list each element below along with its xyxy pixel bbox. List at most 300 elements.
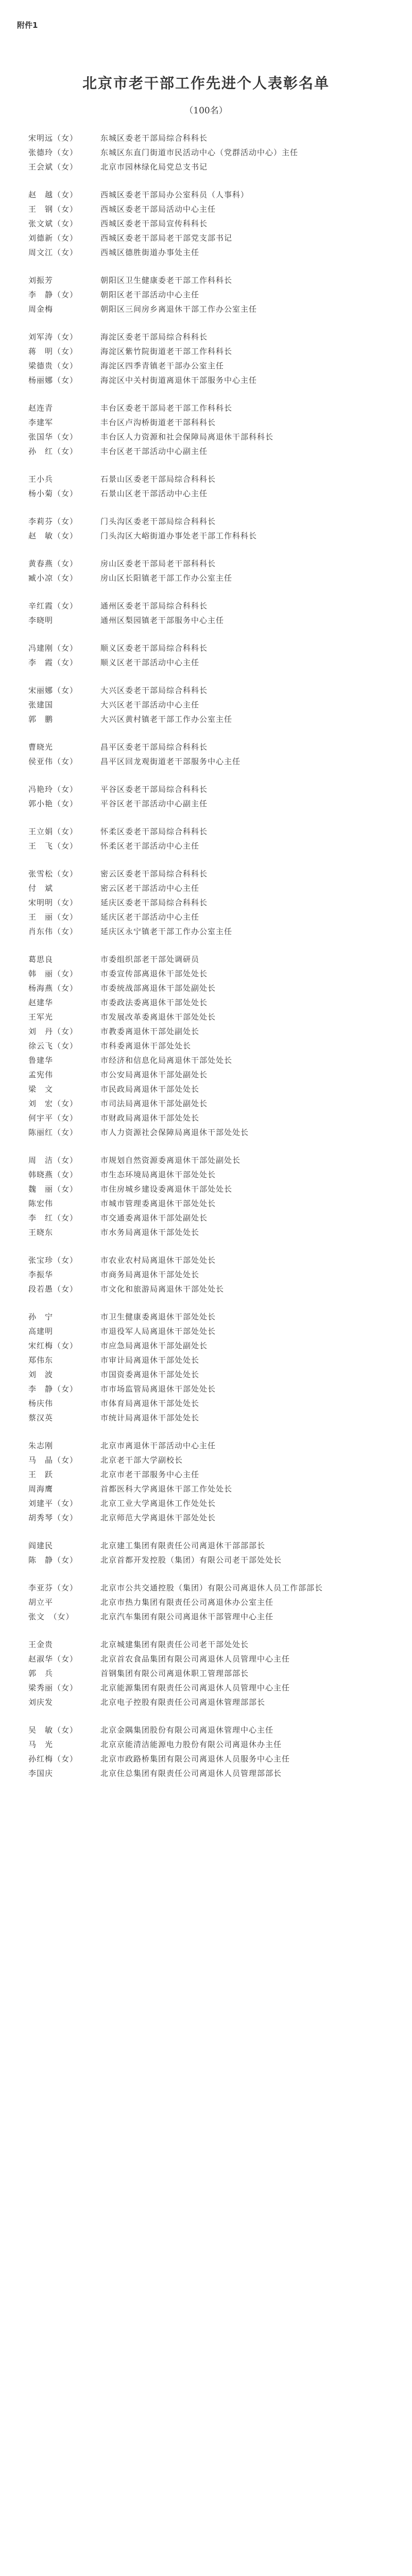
honoree-unit: 市委组织部老干部处调研员 <box>100 955 200 964</box>
honoree-row <box>28 895 389 910</box>
honoree-row <box>28 1067 389 1082</box>
honoree-name: 刘庆发 <box>28 1698 54 1707</box>
honoree-unit: 北京电子控股有限责任公司离退休管理部部长 <box>100 1698 266 1707</box>
honoree-unit: 北京能源集团有限责任公司离退休人员管理中心主任 <box>100 1683 290 1692</box>
honoree-group <box>28 641 389 670</box>
honoree-name: 李晓明 <box>28 616 54 625</box>
honoree-unit: 市退役军人局离退休干部处处长 <box>100 1327 216 1336</box>
honoree-unit: 平谷区委老干部局综合科科长 <box>100 785 208 794</box>
honoree-row <box>28 415 389 430</box>
honoree-unit: 市国资委离退休干部处处长 <box>100 1370 200 1379</box>
honoree-name: 梁 文 <box>28 1084 54 1094</box>
honoree-row <box>28 698 389 712</box>
honoree-row <box>28 683 389 698</box>
honoree-unit: 海淀区四季青镇老干部办公室主任 <box>100 361 225 370</box>
honoree-name: 李 静（女） <box>28 290 78 299</box>
honoree-name: 宋明远（女） <box>28 133 78 143</box>
honoree-row <box>28 1182 389 1196</box>
honoree-unit: 西城区委老干部局老干部党支部书记 <box>100 233 233 243</box>
honoree-name: 阎建民 <box>28 1541 54 1550</box>
honoree-group <box>28 131 389 174</box>
honoree-name: 王军光 <box>28 1012 54 1022</box>
honoree-name: 王金贵 <box>28 1640 54 1649</box>
honoree-name: 孙 宁 <box>28 1312 54 1321</box>
honoree-row <box>28 188 389 202</box>
honoree-name: 郑伟东 <box>28 1355 54 1365</box>
honoree-name: 王 丽（女） <box>28 912 78 922</box>
honoree-row <box>28 1024 389 1039</box>
honoree-unit: 北京工业大学离退休工作处处长 <box>100 1499 216 1508</box>
honoree-row <box>28 796 389 811</box>
honoree-row <box>28 1609 389 1624</box>
honoree-name: 曹晓光 <box>28 742 54 752</box>
honoree-name: 李亚芬（女） <box>28 1583 78 1592</box>
honoree-unit: 北京京能清洁能源电力股份有限公司离退休办主任 <box>100 1740 282 1749</box>
honoree-unit: 门头沟区委老干部局综合科科长 <box>100 517 216 526</box>
honoree-unit: 延庆区委老干部局综合科科长 <box>100 898 208 907</box>
honoree-name: 段若愚（女） <box>28 1284 78 1294</box>
honoree-name: 王会斌（女） <box>28 162 78 172</box>
honoree-unit: 房山区委老干部局老干部科科长 <box>100 559 216 568</box>
honoree-unit: 市卫生健康委离退休干部处处长 <box>100 1312 216 1321</box>
honoree-name: 魏 丽（女） <box>28 1184 78 1194</box>
honoree-row <box>28 302 389 316</box>
honoree-unit: 门头沟区大峪街道办事处老干部工作科科长 <box>100 531 258 540</box>
honoree-row <box>28 1153 389 1167</box>
honoree-name: 刘 波 <box>28 1370 54 1379</box>
honoree-row <box>28 952 389 967</box>
honoree-name: 王小兵 <box>28 474 54 484</box>
honoree-row <box>28 1766 389 1781</box>
honoree-row <box>28 754 389 769</box>
honoree-row <box>28 740 389 754</box>
honoree-name: 侯亚伟（女） <box>28 757 78 766</box>
honoree-name: 何宇平（女） <box>28 1113 78 1123</box>
honoree-unit: 北京金隅集团股份有限公司离退休管理中心主任 <box>100 1725 274 1735</box>
honoree-name: 胡秀琴（女） <box>28 1513 78 1522</box>
honoree-row <box>28 1367 389 1382</box>
honoree-unit: 北京市公共交通控股（集团）有限公司离退休人员工作部部长 <box>100 1583 323 1592</box>
honoree-name: 胡立平 <box>28 1598 54 1607</box>
honoree-row <box>28 1553 389 1567</box>
honoree-row <box>28 287 389 302</box>
honoree-row <box>28 401 389 415</box>
honoree-group <box>28 740 389 769</box>
honoree-name: 杨丽娜（女） <box>28 376 78 385</box>
honoree-unit: 朝阳区老干部活动中心主任 <box>100 290 200 299</box>
honoree-name: 韩晓燕（女） <box>28 1170 78 1179</box>
honoree-name: 徐云飞（女） <box>28 1041 78 1050</box>
honoree-name: 李 霞（女） <box>28 658 78 667</box>
honoree-row <box>28 1382 389 1396</box>
honoree-group <box>28 472 389 501</box>
honoree-group <box>28 824 389 853</box>
honoree-name: 杨海燕（女） <box>28 984 78 993</box>
honoree-row <box>28 1196 389 1211</box>
honoree-row <box>28 529 389 543</box>
honoree-unit: 东城区委老干部局综合科科长 <box>100 133 208 143</box>
honoree-unit: 海淀区中关村街道离退休干部服务中心主任 <box>100 376 258 385</box>
honoree-unit: 市体育局离退休干部处处长 <box>100 1399 200 1408</box>
honoree-name: 郭 兵 <box>28 1669 54 1678</box>
honoree-name: 张德玲（女） <box>28 148 78 157</box>
honoree-unit: 市科委离退休干部处处长 <box>100 1041 192 1050</box>
honoree-unit: 市委政法委离退休干部处处长 <box>100 998 208 1007</box>
honoree-row <box>28 641 389 655</box>
honoree-row <box>28 1453 389 1467</box>
honoree-unit: 市应急局离退休干部处副处长 <box>100 1341 208 1350</box>
honoree-row <box>28 131 389 145</box>
honoree-name: 肖东伟（女） <box>28 927 78 936</box>
honoree-unit: 市规划自然资源委离退休干部处副处长 <box>100 1156 241 1165</box>
honoree-row <box>28 1396 389 1411</box>
honoree-row <box>28 145 389 160</box>
honoree-unit: 市委统战部离退休干部处副处长 <box>100 984 216 993</box>
honoree-row <box>28 967 389 981</box>
honoree-row <box>28 981 389 995</box>
honoree-group <box>28 1253 389 1296</box>
honoree-group <box>28 1723 389 1781</box>
honoree-name: 赵 越（女） <box>28 190 78 199</box>
honoree-unit: 朝阳区三间房乡离退休干部工作办公室主任 <box>100 304 258 314</box>
honoree-row <box>28 202 389 216</box>
honoree-unit: 密云区老干部活动中心主任 <box>100 884 200 893</box>
honoree-row <box>28 1167 389 1182</box>
honoree-unit: 怀柔区老干部活动中心主任 <box>100 841 200 851</box>
honoree-name: 葛思良 <box>28 955 54 964</box>
honoree-name: 赵 敏（女） <box>28 531 78 540</box>
honoree-unit: 海淀区委老干部局综合科科长 <box>100 332 208 342</box>
honoree-row <box>28 160 389 174</box>
honoree-row <box>28 655 389 670</box>
honoree-name: 孙红梅（女） <box>28 1754 78 1764</box>
honoree-row <box>28 995 389 1010</box>
honoree-row <box>28 910 389 924</box>
honoree-row <box>28 1225 389 1240</box>
honoree-row <box>28 1411 389 1425</box>
attachment-label: 附件1 <box>17 21 38 30</box>
honoree-row <box>28 1511 389 1525</box>
honoree-unit: 朝阳区卫生健康委老干部工作科科长 <box>100 276 233 285</box>
honoree-name: 鲁建华 <box>28 1056 54 1065</box>
honoree-row <box>28 486 389 501</box>
honoree-unit: 市司法局离退休干部处副处长 <box>100 1099 208 1108</box>
honoree-row <box>28 712 389 726</box>
honoree-unit: 丰台区人力资源和社会保障局离退休干部科科长 <box>100 432 274 442</box>
honoree-row <box>28 1637 389 1652</box>
honoree-group <box>28 782 389 811</box>
honoree-row <box>28 1538 389 1553</box>
honoree-name: 马 光 <box>28 1740 54 1749</box>
honoree-row <box>28 1496 389 1511</box>
honoree-name: 周 洁（女） <box>28 1156 78 1165</box>
honoree-unit: 市公安局离退休干部处副处长 <box>100 1070 208 1079</box>
honoree-name: 梁秀丽（女） <box>28 1683 78 1692</box>
honoree-unit: 密云区委老干部局综合科科长 <box>100 869 208 878</box>
honoree-row <box>28 782 389 796</box>
honoree-unit: 北京首都开发控股（集团）有限公司老干部处处长 <box>100 1555 282 1565</box>
honoree-name: 冯建刚（女） <box>28 643 78 653</box>
honoree-unit: 北京住总集团有限责任公司离退休人员管理部部长 <box>100 1769 282 1778</box>
honoree-name: 杨庆伟 <box>28 1399 54 1408</box>
honoree-unit: 市文化和旅游局离退休干部处处长 <box>100 1284 225 1294</box>
honoree-name: 刘 丹（女） <box>28 1027 78 1036</box>
honoree-group <box>28 1581 389 1624</box>
honoree-row <box>28 472 389 486</box>
honoree-unit: 海淀区紫竹院街道老干部工作科科长 <box>100 347 233 356</box>
honoree-unit: 昌平区回龙观街道老干部服务中心主任 <box>100 757 241 766</box>
honoree-group <box>28 867 389 939</box>
honoree-row <box>28 1737 389 1752</box>
honoree-row <box>28 839 389 853</box>
honoree-name: 高建明 <box>28 1327 54 1336</box>
honoree-unit: 首钢集团有限公司离退休职工管理部部长 <box>100 1669 249 1678</box>
honoree-row <box>28 571 389 585</box>
honoree-name: 李国庆 <box>28 1769 54 1778</box>
honoree-unit: 北京师范大学离退休干部处处长 <box>100 1513 216 1522</box>
honoree-row <box>28 1324 389 1338</box>
honoree-row <box>28 613 389 628</box>
honoree-row <box>28 1111 389 1125</box>
honoree-name: 陈 静（女） <box>28 1555 78 1565</box>
honoree-row <box>28 1253 389 1267</box>
honoree-row <box>28 231 389 245</box>
honoree-unit: 昌平区委老干部局综合科科长 <box>100 742 208 752</box>
honoree-unit: 市财政局离退休干部处处长 <box>100 1113 200 1123</box>
honoree-name: 周海鹰 <box>28 1484 54 1494</box>
honoree-unit: 市农业农村局离退休干部处处长 <box>100 1256 216 1265</box>
honoree-unit: 首都医科大学离退休干部工作处处长 <box>100 1484 233 1494</box>
honoree-name: 付 斌 <box>28 884 54 893</box>
honoree-name: 宋丽娜（女） <box>28 686 78 695</box>
honoree-row <box>28 1082 389 1096</box>
honoree-row <box>28 273 389 287</box>
honoree-unit: 市人力资源社会保障局离退休干部处处长 <box>100 1128 249 1137</box>
honoree-group <box>28 1310 389 1425</box>
honoree-row <box>28 1752 389 1766</box>
honoree-row <box>28 344 389 359</box>
honoree-row <box>28 1467 389 1482</box>
honoree-row <box>28 1652 389 1666</box>
honoree-name: 王立娟（女） <box>28 827 78 836</box>
honoree-row <box>28 1681 389 1695</box>
honoree-name: 杨小菊（女） <box>28 489 78 498</box>
honoree-unit: 北京市离退休干部活动中心主任 <box>100 1441 216 1450</box>
honoree-row <box>28 1053 389 1067</box>
honoree-row <box>28 1267 389 1282</box>
honoree-row <box>28 245 389 260</box>
honoree-name: 刘德新（女） <box>28 233 78 243</box>
honoree-group <box>28 952 389 1140</box>
honoree-row <box>28 444 389 459</box>
honoree-row <box>28 1211 389 1225</box>
honoree-name: 蒋 明（女） <box>28 347 78 356</box>
honoree-name: 赵建华 <box>28 998 54 1007</box>
honoree-unit: 大兴区老干部活动中心主任 <box>100 700 200 709</box>
honoree-row <box>28 1581 389 1595</box>
honoree-group <box>28 1438 389 1525</box>
honoree-name: 刘建平（女） <box>28 1499 78 1508</box>
honoree-unit: 北京城建集团有限责任公司老干部处处长 <box>100 1640 249 1649</box>
honoree-group <box>28 330 389 387</box>
honoree-unit: 市市场监管局离退休干部处处长 <box>100 1384 216 1394</box>
honoree-row <box>28 359 389 373</box>
honoree-unit: 东城区东直门街道市民活动中心（党群活动中心）主任 <box>100 148 299 157</box>
honoree-name: 李振华 <box>28 1270 54 1279</box>
honoree-name: 辛红霞（女） <box>28 601 78 611</box>
honoree-group <box>28 273 389 316</box>
honoree-unit: 北京汽车集团有限公司离退休干部管理中心主任 <box>100 1612 274 1621</box>
page-title: 北京市老干部工作先进个人表彰名单 <box>82 75 330 92</box>
honoree-row <box>28 430 389 444</box>
honoree-unit: 大兴区委老干部局综合科科长 <box>100 686 208 695</box>
honoree-name: 韩 丽（女） <box>28 969 78 978</box>
honoree-name: 李莉芬（女） <box>28 517 78 526</box>
honoree-unit: 丰台区老干部活动中心副主任 <box>100 447 208 456</box>
honoree-unit: 市水务局离退休干部处处长 <box>100 1228 200 1237</box>
honoree-unit: 西城区德胜街道办事处主任 <box>100 248 200 257</box>
honoree-name: 王 跃 <box>28 1470 54 1479</box>
honoree-name: 陈宏伟 <box>28 1199 54 1208</box>
honoree-row <box>28 924 389 939</box>
honoree-unit: 市经济和信息化局离退休干部处处长 <box>100 1056 233 1065</box>
honoree-name: 张宝珍（女） <box>28 1256 78 1265</box>
honoree-name: 刘振芳 <box>28 276 54 285</box>
honoree-row <box>28 881 389 895</box>
honoree-unit: 市城市管理委离退休干部处处长 <box>100 1199 216 1208</box>
honoree-name: 王晓东 <box>28 1228 54 1237</box>
honoree-unit: 怀柔区委老干部局综合科科长 <box>100 827 208 836</box>
honoree-unit: 石景山区老干部活动中心主任 <box>100 489 208 498</box>
honoree-unit: 北京市热力集团有限责任公司离退休办公室主任 <box>100 1598 274 1607</box>
honoree-group <box>28 556 389 585</box>
honoree-name: 郭 鹏 <box>28 715 54 724</box>
honoree-group <box>28 401 389 459</box>
honoree-name: 张国华（女） <box>28 432 78 442</box>
honoree-row <box>28 824 389 839</box>
honoree-name: 张文 （女） <box>28 1612 74 1621</box>
honoree-name: 蔡汉英 <box>28 1413 54 1422</box>
honoree-name: 张文斌（女） <box>28 219 78 228</box>
honoree-unit: 房山区长阳镇老干部工作办公室主任 <box>100 573 233 583</box>
honoree-unit: 市生态环境局离退休干部处处长 <box>100 1170 216 1179</box>
honoree-unit: 市发展改革委离退休干部处处长 <box>100 1012 216 1022</box>
honoree-group <box>28 599 389 628</box>
honoree-row <box>28 867 389 881</box>
honoree-name: 宋明明（女） <box>28 898 78 907</box>
honoree-name: 郭小艳（女） <box>28 799 78 808</box>
honoree-unit: 丰台区委老干部局老干部工作科科长 <box>100 403 233 413</box>
honoree-unit: 市交通委离退休干部处副处长 <box>100 1213 208 1223</box>
honoree-unit: 石景山区委老干部局综合科科长 <box>100 474 216 484</box>
honoree-name: 刘 宏（女） <box>28 1099 78 1108</box>
honoree-name: 王 钢（女） <box>28 205 78 214</box>
honoree-row <box>28 1666 389 1681</box>
honoree-name: 马 晶（女） <box>28 1455 78 1465</box>
honoree-row <box>28 1010 389 1024</box>
honoree-unit: 西城区委老干部局活动中心主任 <box>100 205 216 214</box>
honoree-name: 梁德贵（女） <box>28 361 78 370</box>
honoree-unit: 北京市政路桥集团有限公司离退休人员服务中心主任 <box>100 1754 290 1764</box>
honoree-name: 赵连青 <box>28 403 54 413</box>
honoree-unit: 市审计局离退休干部处处长 <box>100 1355 200 1365</box>
honoree-name: 宋红梅（女） <box>28 1341 78 1350</box>
honoree-row <box>28 1438 389 1453</box>
honoree-unit: 市委宣传部离退休干部处处长 <box>100 969 208 978</box>
honoree-row <box>28 1353 389 1367</box>
honoree-group <box>28 188 389 260</box>
honoree-unit: 市教委离退休干部处副处长 <box>100 1027 200 1036</box>
honoree-name: 李建军 <box>28 418 54 427</box>
honoree-unit: 市民政局离退休干部处处长 <box>100 1084 200 1094</box>
honoree-row <box>28 1695 389 1709</box>
honoree-group <box>28 1637 389 1709</box>
honoree-unit: 顺义区委老干部局综合科科长 <box>100 643 208 653</box>
honoree-row <box>28 599 389 613</box>
honoree-unit: 北京建工集团有限责任公司离退休干部部部长 <box>100 1541 266 1550</box>
honoree-unit: 西城区委老干部局宣传科科长 <box>100 219 208 228</box>
honoree-name: 孟宪伟 <box>28 1070 54 1079</box>
honoree-name: 孙 红（女） <box>28 447 78 456</box>
honoree-group <box>28 683 389 726</box>
honoree-row <box>28 373 389 387</box>
honoree-unit: 通州区梨园镇老干部服务中心主任 <box>100 616 225 625</box>
honoree-unit: 丰台区卢沟桥街道老干部科科长 <box>100 418 216 427</box>
honoree-name: 李 红（女） <box>28 1213 78 1223</box>
honoree-name: 陈丽红（女） <box>28 1128 78 1137</box>
honoree-unit: 平谷区老干部活动中心副主任 <box>100 799 208 808</box>
honoree-unit: 顺义区老干部活动中心主任 <box>100 658 200 667</box>
honoree-unit: 市商务局离退休干部处处长 <box>100 1270 200 1279</box>
honoree-row <box>28 1723 389 1737</box>
honoree-name: 周文江（女） <box>28 248 78 257</box>
honoree-unit: 北京首农食品集团有限公司离退休人员管理中心主任 <box>100 1654 290 1664</box>
honoree-row <box>28 1039 389 1053</box>
honoree-group <box>28 1153 389 1240</box>
honoree-row <box>28 1310 389 1324</box>
honoree-unit: 西城区委老干部局办公室科员（人事科） <box>100 190 249 199</box>
honoree-row <box>28 1595 389 1609</box>
honoree-unit: 大兴区黄村镇老干部工作办公室主任 <box>100 715 233 724</box>
honoree-row <box>28 216 389 231</box>
honoree-name: 冯艳玲（女） <box>28 785 78 794</box>
honoree-unit: 北京市老干部服务中心主任 <box>100 1470 200 1479</box>
honoree-name: 臧小凉（女） <box>28 573 78 583</box>
honoree-name: 张雪松（女） <box>28 869 78 878</box>
honoree-name: 张建国 <box>28 700 54 709</box>
honoree-name: 刘军涛（女） <box>28 332 78 342</box>
honoree-group <box>28 514 389 543</box>
honoree-row <box>28 556 389 571</box>
honoree-name: 周金梅 <box>28 304 54 314</box>
honoree-row <box>28 1338 389 1353</box>
honoree-row <box>28 1282 389 1296</box>
honoree-row <box>28 1482 389 1496</box>
honoree-row <box>28 1096 389 1111</box>
honoree-row <box>28 330 389 344</box>
honoree-list <box>28 131 389 1794</box>
honoree-unit: 北京市园林绿化局党总支书记 <box>100 162 208 172</box>
page-subtitle: （100名） <box>184 106 228 116</box>
honoree-name: 吴 敏（女） <box>28 1725 78 1735</box>
honoree-unit: 延庆区永宁镇老干部工作办公室主任 <box>100 927 233 936</box>
honoree-name: 王 飞（女） <box>28 841 78 851</box>
honoree-unit: 通州区委老干部局综合科科长 <box>100 601 208 611</box>
honoree-name: 赵淑华（女） <box>28 1654 78 1664</box>
honoree-unit: 延庆区老干部活动中心主任 <box>100 912 200 922</box>
honoree-unit: 北京老干部大学副校长 <box>100 1455 183 1465</box>
honoree-unit: 市住房城乡建设委离退休干部处处长 <box>100 1184 233 1194</box>
